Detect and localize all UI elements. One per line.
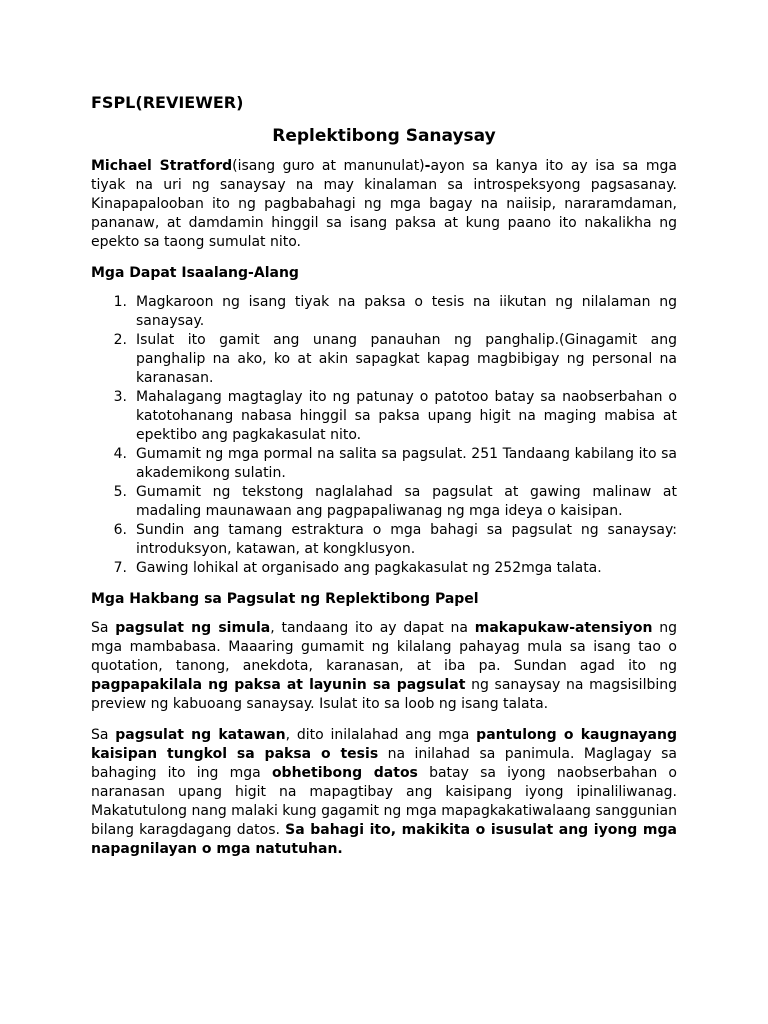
author-name: Michael Stratford — [91, 158, 233, 174]
document-title: Replektibong Sanaysay — [272, 126, 496, 146]
list-item-number: 3. — [113, 389, 127, 405]
bold-run: Sa bahagi ito, makikita o isusulat ang iyong mga napagnilayan o mga natutuhan. — [91, 822, 677, 857]
list-item — [91, 293, 677, 331]
author-description: (isang guro at manunulat) — [232, 158, 425, 174]
bold-run: pagpapakilala ng paksa at layunin sa pagsulat — [91, 677, 466, 693]
considerations-list — [91, 293, 677, 578]
text-run: batay sa iyong naobserbahan o naranasan upang higit na mapagtibay ang kaisipang iyong ipinaliliwanag. Makatutulong nang malaki kung gagamit ng mga mapagkakatiwalaang sanggunian bilang karagdagang datos. — [91, 765, 677, 838]
list-item-text: Isulat ito gamit ang unang panauhan ng panghalip.(Ginagamit ang panghalip na ako, ko at akin sapagkat kapag magbibigay ng personal na karanasan. — [136, 332, 677, 386]
steps-paragraph-body — [91, 726, 677, 859]
list-item-text: Gumamit ng tekstong naglalahad sa pagsulat at gawing malinaw at madaling maunawaan ang pagpapaliwanag ng mga ideya o kaisipan. — [136, 484, 677, 519]
bold-run: makapukaw-atensiyon — [474, 620, 653, 636]
steps-paragraph-intro — [91, 619, 677, 714]
text-run: ng sanaysay na magsisilbing preview ng kabuoang sanaysay. Isulat ito sa loob ng isang talata. — [91, 677, 677, 712]
intro-text: ayon sa kanya ito ay isa sa mga tiyak na uri ng sanaysay na may kinalaman sa introspeksyong pagsasanay. Kinapapalooban ito ng pagbabahagi ng mga bagay na naiisip, nararamdaman, pananaw, at damdamin hinggil sa isang paksa at kung paano ito nakalikha ng epekto sa taong sumulat nito. — [91, 158, 677, 250]
text-run: na inilahad sa panimula. Maglagay sa bahaging ito ing mga — [91, 746, 677, 781]
bold-run: pagsulat ng katawan — [115, 727, 286, 743]
list-item-number: 1. — [113, 294, 127, 310]
bold-run: pantulong o kaugnayang kaisipan tungkol sa paksa o tesis — [91, 727, 677, 762]
text-run: Sa — [91, 727, 116, 743]
text-run: ng mga mambabasa. Maaaring gumamit ng kilalang pahayag mula sa isang tao o quotation, tanong, anekdota, karanasan, at iba pa. Sundan agad ito ng — [91, 620, 677, 674]
list-item — [91, 521, 677, 559]
document-content — [91, 93, 677, 871]
document-header: FSPL(REVIEWER) — [91, 93, 244, 112]
intro-dash: - — [424, 158, 431, 174]
list-item — [91, 559, 677, 578]
list-item-number: 2. — [113, 332, 127, 348]
text-run: , dito inilalahad ang mga — [285, 727, 477, 743]
bold-run: obhetibong datos — [271, 765, 418, 781]
steps-heading: Mga Hakbang sa Pagsulat ng Replektibong Papel — [91, 591, 479, 607]
list-item — [91, 331, 677, 388]
text-run: , tandaang ito ay dapat na — [270, 620, 475, 636]
text-run: Sa — [91, 620, 116, 636]
list-item-number: 7. — [113, 560, 127, 576]
considerations-heading: Mga Dapat Isaalang-Alang — [91, 265, 299, 281]
list-item-number: 5. — [113, 484, 127, 500]
bold-run: pagsulat ng simula — [115, 620, 271, 636]
list-item-number: 4. — [113, 446, 127, 462]
list-item — [91, 483, 677, 521]
list-item-text: Magkaroon ng isang tiyak na paksa o tesis na iikutan ng nilalaman ng sanaysay. — [136, 294, 677, 329]
list-item-text: Sundin ang tamang estraktura o mga bahagi sa pagsulat ng sanaysay: introduksyon, katawan, at kongklusyon. — [136, 522, 677, 557]
list-item — [91, 388, 677, 445]
list-item-text: Mahalagang magtaglay ito ng patunay o patotoo batay sa naobserbahan o katotohanang nabasa hinggil sa paksa upang higit na maging mabisa at epektibo ang pagkakasulat nito. — [136, 389, 677, 443]
intro-paragraph — [91, 157, 677, 252]
list-item-text: Gawing lohikal at organisado ang pagkakasulat ng 252mga talata. — [136, 560, 602, 576]
list-item-number: 6. — [113, 522, 127, 538]
list-item — [91, 445, 677, 483]
list-item-text: Gumamit ng mga pormal na salita sa pagsulat. 251 Tandaang kabilang ito sa akademikong sulatin. — [136, 446, 677, 481]
